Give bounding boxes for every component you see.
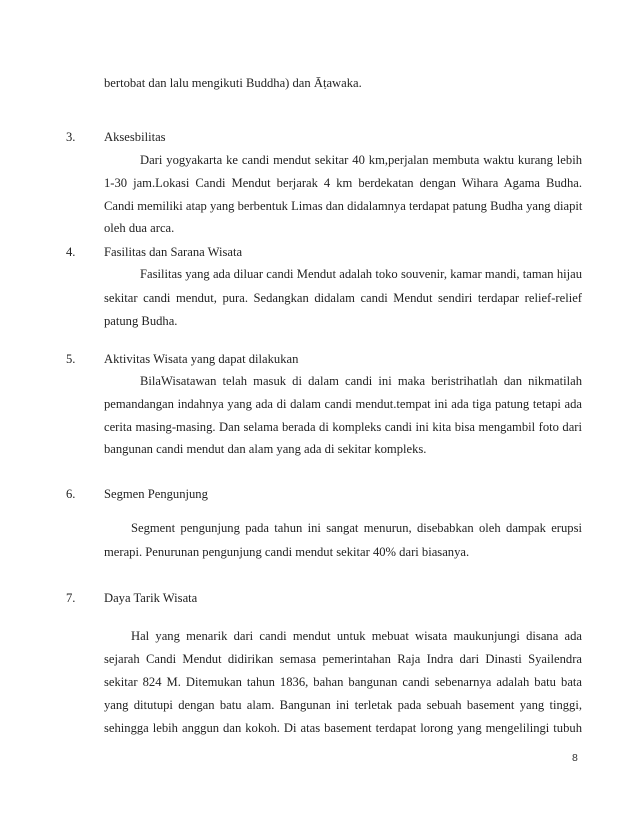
paragraph-line: cerita masing-masing. Dan selama berada di kompleks candi ini kita bisa mengambil foto dari — [104, 420, 582, 434]
paragraph-line: Candi memiliki atap yang berbentuk Limas dan didalamnya terdapat patung Budha yang diapit — [104, 199, 583, 213]
paragraph-line: sekitar 824 M. Ditemukan tahun 1836, bahan bangunan candi sebenarnya adalah batu bata — [104, 675, 582, 689]
paragraph-line: Dari yogyakarta ke candi mendut sekitar 40 km,perjalan membuta waktu kurang lebih — [140, 153, 582, 167]
section-title: Aksesbilitas — [104, 130, 166, 144]
section-title: Fasilitas dan Sarana Wisata — [104, 245, 243, 259]
section-number: 7. — [66, 591, 76, 605]
paragraph-line: merapi. Penurunan pengunjung candi mendut sekitar 40% dari biasanya. — [104, 545, 470, 559]
section-number: 4. — [66, 245, 76, 259]
section-number: 6. — [66, 487, 76, 501]
paragraph-line: 1-30 jam.Lokasi Candi Mendut berjarak 4 km berdekatan dengan Wihara Agama Budha. — [104, 176, 582, 190]
paragraph-line: sehingga lebih anggun dan kokoh. Di atas basement terdapat lorong yang mengelilingi tubuh — [104, 721, 582, 735]
paragraph-line: Fasilitas yang ada diluar candi Mendut adalah toko souvenir, kamar mandi, taman hijau — [140, 267, 582, 281]
paragraph-line: sejarah Candi Mendut didirikan semasa pemerintahan Raja Indra dari Dinasti Syailendra — [104, 652, 582, 666]
paragraph-line: BilaWisatawan telah masuk di dalam candi ini maka beristrihatlah dan nikmatilah — [140, 374, 582, 388]
intro-line: bertobat dan lalu mengikuti Buddha) dan Āṭawaka. — [104, 76, 362, 90]
section-title: Daya Tarik Wisata — [104, 591, 198, 605]
section-title: Aktivitas Wisata yang dapat dilakukan — [104, 352, 299, 366]
paragraph-line: Segment pengunjung pada tahun ini sangat menurun, disebabkan oleh dampak erupsi — [131, 521, 582, 535]
paragraph-line: pemandangan indahnya yang ada di dalam candi mendut.tempat ini ada tiga patung tetapi ada — [104, 397, 582, 411]
page-number: 8 — [572, 752, 578, 764]
section-number: 5. — [66, 352, 76, 366]
section-number: 3. — [66, 130, 76, 144]
paragraph-line: bangunan candi mendut dan alam yang ada di sekitar kompleks. — [104, 442, 427, 456]
paragraph-line: yang ditutupi dengan batu alam. Bangunan ini terletak pada sebuah basement yang tinggi, — [104, 698, 582, 712]
paragraph-line: oleh dua arca. — [104, 221, 175, 235]
paragraph-line: sekitar candi mendut, pura. Sedangkan didalam candi Mendut sendiri terdapar relief-relief — [104, 291, 582, 305]
section-title: Segmen Pengunjung — [104, 487, 208, 501]
paragraph-line: Hal yang menarik dari candi mendut untuk mebuat wisata maukunjungi disana ada — [131, 629, 582, 643]
paragraph-line: patung Budha. — [104, 314, 178, 328]
